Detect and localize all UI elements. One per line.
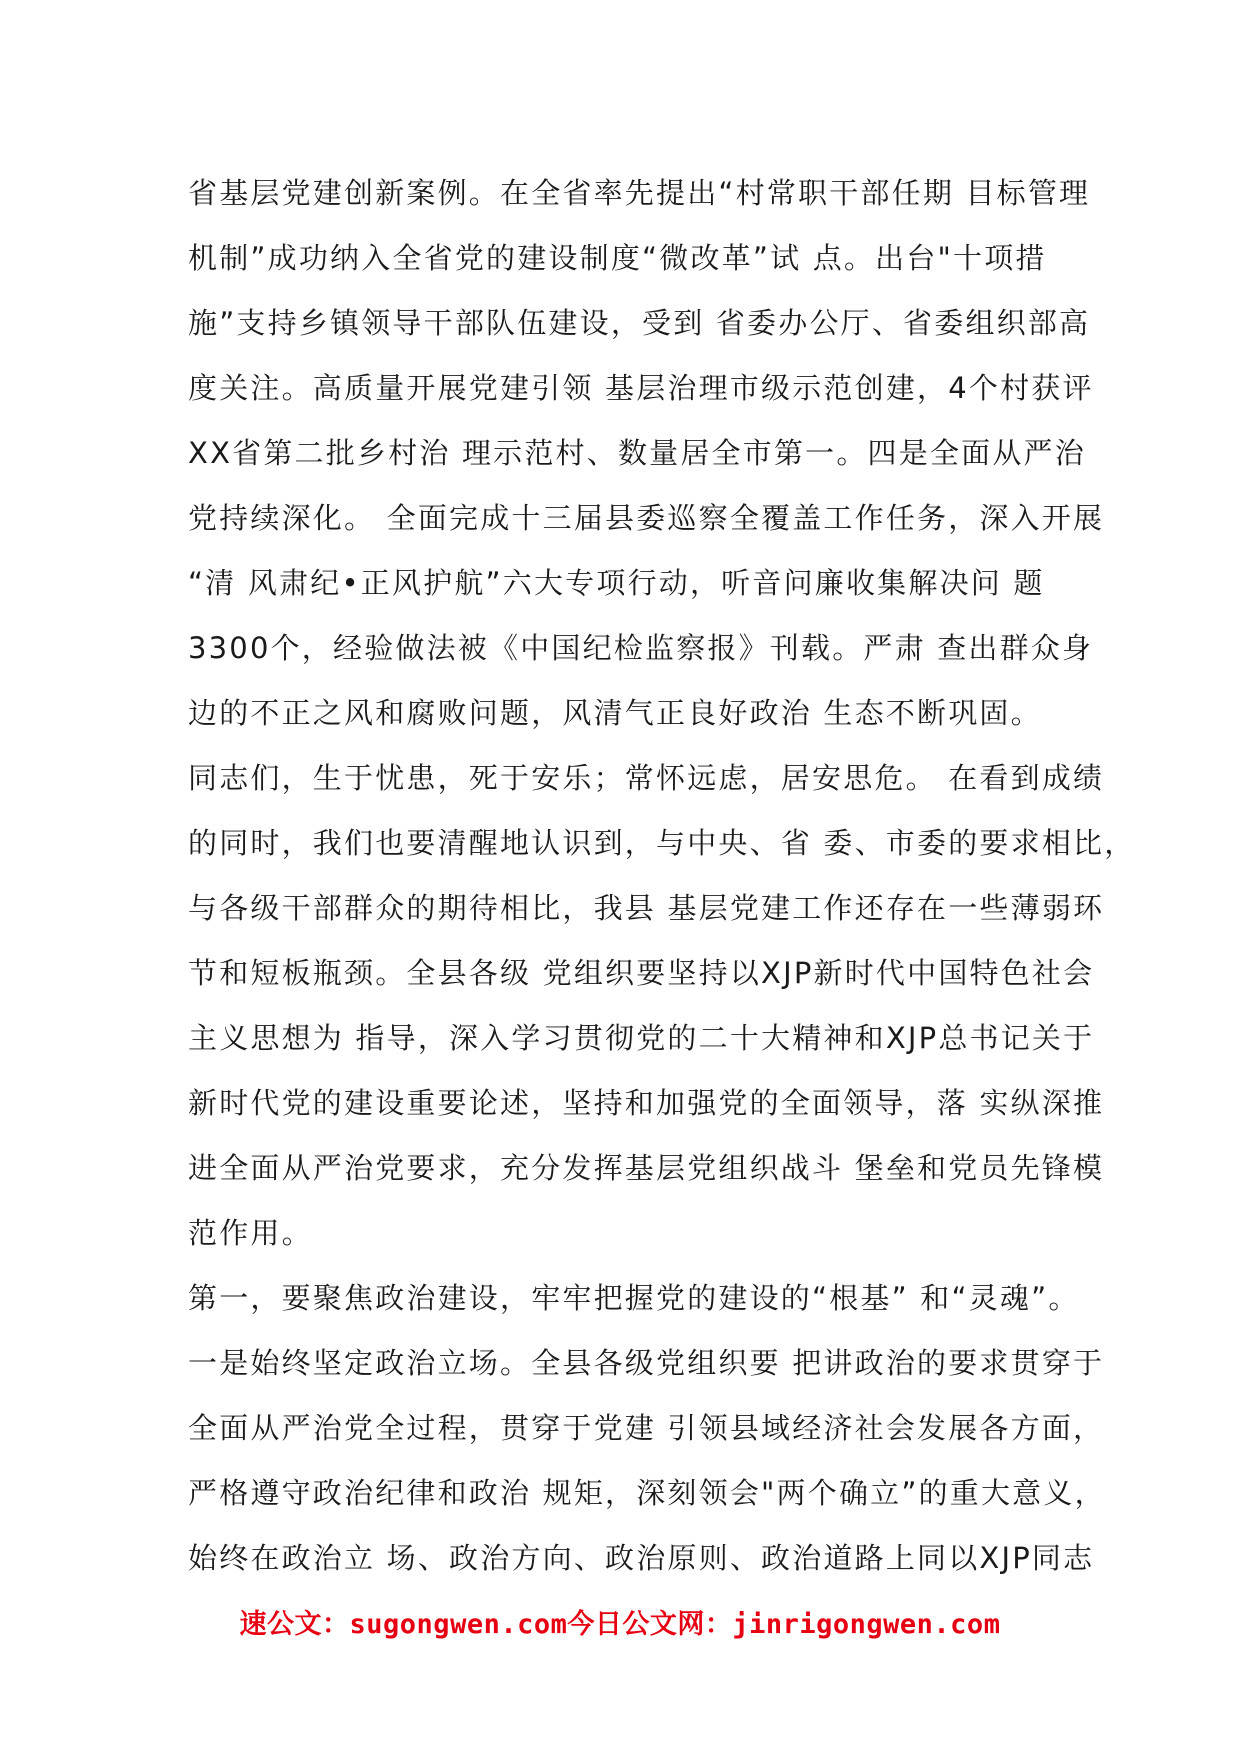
text-line: 同志们，生于忧患，死于安乐；常怀远虑，居安思危。 在看到成绩 — [188, 761, 1105, 795]
text-line: 严格遵守政治纪律和政治 规矩，深刻领会"两个确立”的重大意义， — [188, 1476, 1106, 1510]
text-line: “清 风肃纪•正风护航”六大专项行动，听音问廉收集解决问 题 — [188, 566, 1045, 600]
text-line: 党持续深化。 全面完成十三届县委巡察全覆盖工作任务，深入开展 — [188, 501, 1105, 535]
text-line: 第一，要聚焦政治建设，牢牢把握党的建设的“根基” 和“灵魂”。 — [188, 1281, 1080, 1315]
text-line: 节和短板瓶颈。全县各级 党组织要坚持以XJP新时代中国特色社会 — [188, 956, 1095, 990]
text-line: 施”支持乡镇领导干部队伍建设，受到 省委办公厅、省委组织部高 — [188, 306, 1091, 340]
text-line: 与各级干部群众的期待相比，我县 基层党建工作还存在一些薄弱环 — [188, 891, 1105, 925]
text-line: 机制”成功纳入全省党的建设制度“微改革”试 点。出台"十项措 — [188, 241, 1047, 275]
footer-label-sugongwen: 速公文： — [239, 1609, 350, 1640]
text-line: 范作用。 — [188, 1216, 313, 1250]
footer-label-jinrigongwen: 今日公文网： — [567, 1609, 733, 1640]
text-line: 的同时，我们也要清醒地认识到，与中央、省 委、市委的要求相比， — [188, 826, 1136, 860]
footer-link-jinrigongwen[interactable]: jinrigongwen.com — [732, 1609, 1001, 1640]
watermark-footer — [0, 1602, 1240, 1641]
text-line: 度关注。高质量开展党建引领 基层治理市级示范创建，4个村获评 — [188, 371, 1094, 405]
text-line: 进全面从严治党要求，充分发挥基层党组织战斗 堡垒和党员先锋模 — [188, 1151, 1105, 1185]
text-line: 全面从严治党全过程，贯穿于党建 引领县域经济社会发展各方面， — [188, 1411, 1105, 1445]
text-line: 省基层党建创新案例。在全省率先提出“村常职干部任期 目标管理 — [188, 176, 1091, 210]
text-line: 边的不正之风和腐败问题，风清气正良好政治 生态不断巩固。 — [188, 696, 1042, 730]
text-line: 主义思想为 指导，深入学习贯彻党的二十大精神和XJP总书记关于 — [188, 1021, 1095, 1055]
footer-link-sugongwen[interactable]: sugongwen.com — [349, 1609, 568, 1640]
text-line: 始终在政治立 场、政治方向、政治原则、政治道路上同以XJP同志 — [188, 1541, 1095, 1575]
text-line: 新时代党的建设重要论述，坚持和加强党的全面领导，落 实纵深推 — [188, 1086, 1105, 1120]
document-body — [188, 161, 1136, 1591]
text-line: 一是始终坚定政治立场。全县各级党组织要 把讲政治的要求贯穿于 — [188, 1346, 1105, 1380]
text-line: XX省第二批乡村治 理示范村、数量居全市第一。四是全面从严治 — [188, 436, 1086, 470]
text-line: 3300个，经验做法被《中国纪检监察报》刊载。严肃 查出群众身 — [188, 631, 1094, 665]
